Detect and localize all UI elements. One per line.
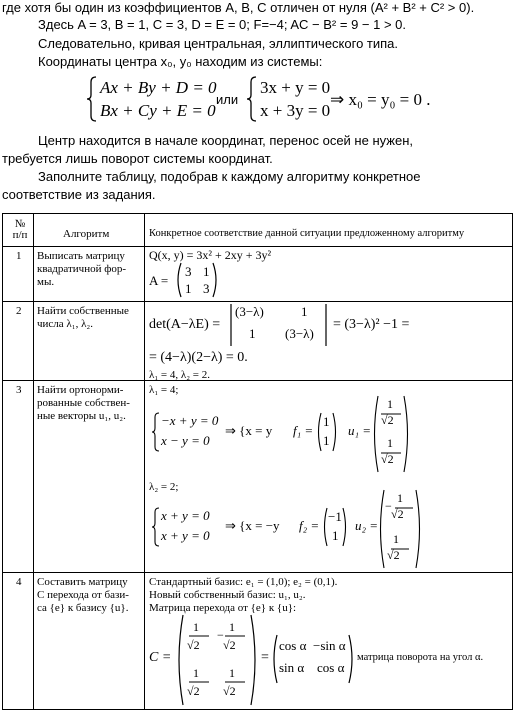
row3-f2: f₂ = [299,518,320,533]
row3-algo-1: Найти ортонорми- [37,384,124,396]
row3-lambda1: λ₁ = 4; [149,384,179,396]
intro-line-5: Центр находится в начале координат, перенос осей не нужен, [38,133,413,148]
system-right-eq1: 3x + y = 0 [260,78,331,97]
row4-algo-1: Составить матрицу [37,576,128,588]
system-or: или [216,92,239,107]
system-left-eq1: Ax + By + D = 0 [100,78,217,97]
row4-c11-n: 1 [193,620,199,634]
system-left-eq2: Bx + Cy + E = 0 [100,101,216,120]
row3-lambda2: λ₂ = 2; [149,481,179,493]
row4-algo-3: са {e} к базису {u}. [37,602,129,614]
row3-f1: f₁ = [293,423,314,438]
row4-num: 4 [16,576,22,588]
table-divider [3,301,512,302]
row2-line2: = (4−λ)(2−λ) = 0. [149,350,248,365]
header-num: № п/п [12,218,28,241]
row1-m12: 1 [203,264,210,279]
row3-s1b: x − y = 0 [161,433,210,448]
row4-c22-d: √2 [223,684,236,698]
row1-algo-2: квадратичной фор- [37,263,127,275]
row4-c12-d: √2 [223,638,236,652]
row3-s2r: ⇒ {x = −y [225,518,280,533]
intro-line-2: Здесь A = 3, B = 1, C = 3, D = E = 0; F=−4; AC − B² = 9 − 1 > 0. [38,17,406,32]
row4-c21-n: 1 [193,666,199,680]
row3-u2: u₂ = [355,518,379,533]
row3-u1: u₁ = [348,423,372,438]
row1-quadratic-form: Q(x, y) = 3x² + 2xy + 3y² [149,248,272,262]
row2-line3: λ₁ = 4, λ₂ = 2. [149,369,210,381]
row3-s2b: x + y = 0 [161,528,210,543]
row4-sin: sin α [279,660,305,675]
row2-d12: 1 [301,304,308,319]
header-algorithm: Алгоритм [63,228,110,240]
row4-c22-n: 1 [229,666,235,680]
intro-line-6: требуется лишь поворот системы координат. [2,151,273,166]
row3-s2a: x + y = 0 [161,508,210,523]
row2-d21: 1 [249,326,256,341]
row2-det-rhs: = (3−λ)² −1 = [333,317,410,332]
row1-m21: 1 [185,281,192,296]
system-right-eq2: x + 3y = 0 [260,101,331,120]
table-divider [3,572,512,573]
algorithm-table [2,213,513,710]
intro-line-7: Заполните таблицу, подобрав к каждому алгоритму конкретное [38,169,421,184]
row2-num: 2 [16,305,22,317]
intro-line-4: Координаты центра x₀, y₀ находим из системы: [38,54,323,69]
left-brace-icon [151,412,161,452]
intro-line-1: где хотя бы один из коэффициентов A, B, C отличен от нуля (A² + B² + C² > 0). [2,0,475,15]
table-divider [33,214,34,709]
row1-num: 1 [16,250,22,262]
row2-d22: (3−λ) [285,326,314,341]
row1-a-label: A = [149,273,169,288]
row3-u1-d1: √2 [381,413,394,427]
matrix-parens-icon [175,262,219,298]
row4-c12-n: 1 [229,620,235,634]
right-brace-icon [246,76,258,122]
row4-line2: Новый собственный базис: u₁, u₂. [149,589,306,601]
row3-u2-d1: √2 [391,507,404,521]
center-system [86,76,446,122]
row1-algo-3: мы. [37,276,55,288]
row3-s1a: −x + y = 0 [161,413,219,428]
row3-f1b: 1 [323,433,330,448]
header-correspondence: Конкретное соответствие данной ситуации предложенному алгоритму [149,228,465,239]
row4-algo-2: C перехода от бази- [37,589,129,601]
row1-m22: 3 [203,281,210,296]
row3-f1a: 1 [323,414,330,429]
row2-algo-1: Найти собственные [37,305,129,317]
row3-u2-n1: 1 [397,491,403,505]
row4-c-label: C = [149,650,172,665]
row4-c11-d: √2 [187,638,200,652]
row3-u1-n1: 1 [387,397,393,411]
row4-line3: Матрица перехода от {e} к {u}: [149,602,297,614]
row4-msin: −sin α [313,638,346,653]
row1-algo-1: Выписать матрицу [37,250,125,262]
row2-det-label: det(A−λE) = [149,317,221,332]
row3-f2b: 1 [332,528,339,543]
row4-c21-d: √2 [187,684,200,698]
table-divider [3,246,512,247]
row3-u2-minus: − [385,499,392,513]
row4-c12-minus: − [217,628,224,642]
system-result: ⇒ x₀ = y₀ = 0 . [330,90,431,109]
intro-line-8: соответствие из задания. [2,187,156,202]
row4-tail: матрица поворота на угол α. [357,652,484,663]
intro-line-3: Следовательно, кривая центральная, эллиптического типа. [38,36,399,51]
row2-d11: (3−λ) [235,304,264,319]
table-divider [144,214,145,709]
row3-algo-3: ные векторы u₁, u₂. [37,410,126,422]
row3-u2-d2: √2 [387,548,400,562]
row3-u1-n2: 1 [387,436,393,450]
left-brace-icon [86,76,98,122]
row2-algo-2: числа λ₁, λ₂. [37,318,94,330]
row4-cos1: cos α [279,638,307,653]
left-brace-icon [151,507,161,547]
row4-line1: Стандартный базис: e₁ = (1,0); e₂ = (0,1). [149,576,338,588]
row3-s1r: ⇒ {x = y [225,423,273,438]
row4-cos2: cos α [317,660,345,675]
row3-f2a: −1 [328,509,342,524]
row4-equals: = [261,650,269,665]
row3-algo-2: рованные собствен- [37,397,130,409]
row3-u2-n2: 1 [393,532,399,546]
row3-u1-d2: √2 [381,452,394,466]
table-divider [3,380,512,381]
row3-num: 3 [16,384,22,396]
row1-m11: 3 [185,264,192,279]
